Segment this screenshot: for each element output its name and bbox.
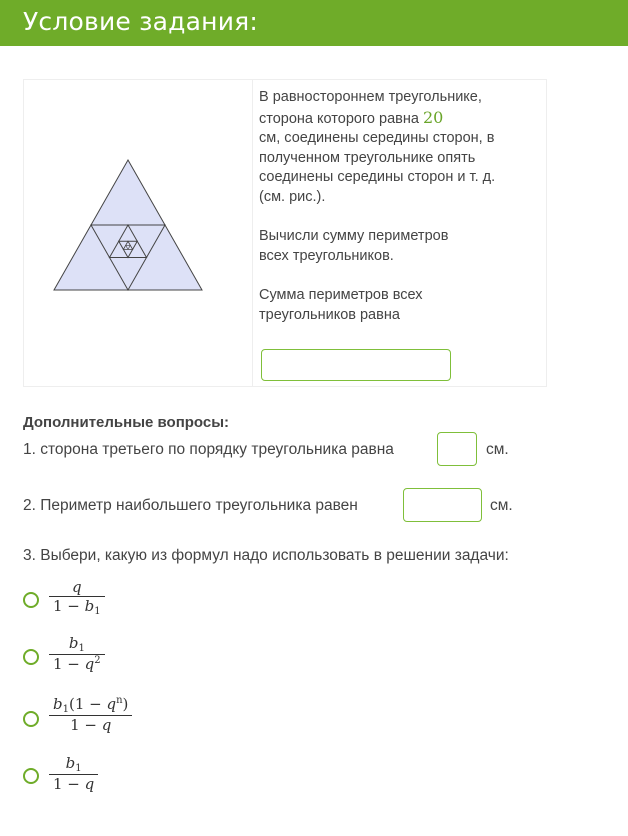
figure-cell <box>24 80 253 386</box>
largest-perimeter-input[interactable] <box>403 488 482 522</box>
question-2-unit: см. <box>490 497 513 514</box>
header-title: Условие задания: <box>23 7 259 36</box>
task-line: (см. рис.). <box>259 188 326 205</box>
task-line: В равностороннем треугольнике, <box>259 89 482 105</box>
task-box <box>23 79 547 387</box>
third-side-input[interactable] <box>437 432 477 466</box>
question-1-text: 1. сторона третьего по порядку треугольника равна <box>23 441 394 458</box>
task-text <box>259 88 544 325</box>
perimeter-sum-input[interactable] <box>261 349 451 381</box>
extra-questions-title: Дополнительные вопросы: <box>23 414 230 431</box>
nested-triangles-figure <box>52 158 204 293</box>
task-line: полученном треугольнике опять <box>259 149 476 166</box>
question-2-text: 2. Периметр наибольшего треугольника равен <box>23 497 358 514</box>
radio-button[interactable] <box>23 649 39 665</box>
question-3-text: 3. Выбери, какую из формул надо использовать в решении задачи: <box>23 547 509 564</box>
answer-label: Сумма периметров всех <box>259 287 423 303</box>
side-value: 20 <box>422 107 444 127</box>
instruction-line: Вычисли сумму периметров <box>259 228 449 244</box>
radio-button[interactable] <box>23 768 39 784</box>
task-line: см, соединены середины сторон, в <box>259 130 495 146</box>
radio-button[interactable] <box>23 592 39 608</box>
formula-option-2[interactable] <box>23 634 223 678</box>
instruction-line: всех треугольников. <box>259 247 394 264</box>
formula-fraction: $\frac{q}{1 - b_1}$ <box>49 578 105 617</box>
task-line: соединены середины сторон и т. д. <box>259 169 496 185</box>
question-1-unit: см. <box>486 441 509 458</box>
formula-option-1[interactable] <box>23 578 223 622</box>
formula-option-4[interactable] <box>23 754 223 798</box>
task-line <box>259 108 544 130</box>
task-header <box>0 0 628 46</box>
formula-option-3[interactable] <box>23 695 283 739</box>
radio-button[interactable] <box>23 711 39 727</box>
formula-fraction: $\frac{b_1}{1 - q^2}$ <box>49 634 105 673</box>
formula-fraction: $\frac{b_1}{1 - q}$ <box>49 754 98 793</box>
task-line-part: сторона которого равна <box>259 110 419 127</box>
answer-label: треугольников равна <box>259 306 400 323</box>
formula-fraction: $\frac{b_1(1 - q^n)}{1 - q}$ <box>49 695 132 734</box>
